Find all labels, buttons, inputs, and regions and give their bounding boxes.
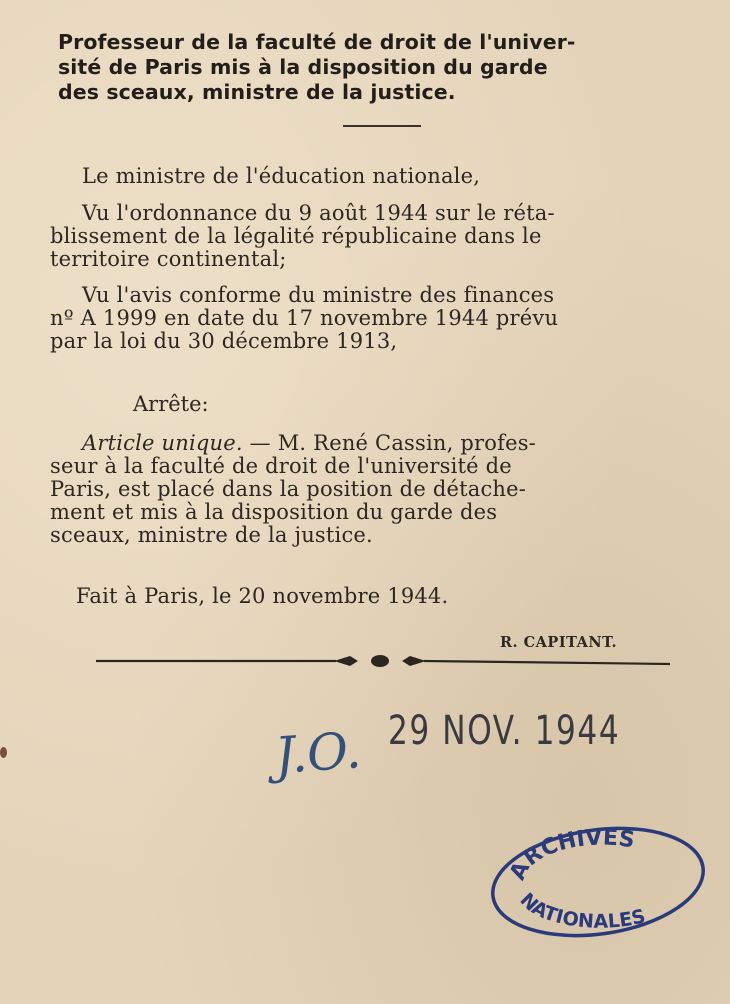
text-line: ment et mis à la disposition du garde des <box>50 500 498 524</box>
text-line: blissement de la légalité républicaine dans le <box>50 224 542 248</box>
preamble-text: Le ministre de l'éducation nationale, <box>82 164 481 188</box>
text-line: seur à la faculté de droit de l'université de <box>50 454 512 478</box>
heading-line: Professeur de la faculté de droit de l'univer- <box>58 30 576 54</box>
article-paragraph <box>50 432 722 547</box>
signature: R. CAPITANT. <box>500 634 618 651</box>
document-heading <box>58 30 726 105</box>
text-line: Vu l'ordonnance du 9 août 1944 sur le réta- <box>82 201 555 225</box>
preamble <box>50 165 722 188</box>
text-line: sceaux, ministre de la justice. <box>50 523 373 547</box>
fait-line <box>50 585 722 608</box>
text-line: Paris, est placé dans la position de détache- <box>50 477 527 501</box>
article-label: Article unique. <box>82 431 243 455</box>
vu-paragraph-1 <box>50 202 722 271</box>
text-line: territoire continental; <box>50 247 287 271</box>
ornament-rule <box>96 652 672 674</box>
paper-stain <box>0 747 7 758</box>
archives-nationales-stamp <box>484 822 714 942</box>
handwritten-annotation: J.O. <box>273 721 363 785</box>
stamp-top-text: ARCHIVES <box>505 825 637 885</box>
article-first-line: — M. René Cassin, profes- <box>242 431 536 455</box>
fait-text: Fait à Paris, le 20 novembre 1944. <box>76 584 449 608</box>
heading-line: des sceaux, ministre de la justice. <box>58 80 456 104</box>
heading-line: sité de Paris mis à la disposition du garde <box>58 55 548 79</box>
vu-paragraph-2 <box>50 284 722 353</box>
stamp-bottom-text: NATIONALES <box>515 888 648 933</box>
text-line: nº A 1999 en date du 17 novembre 1944 prévu <box>50 306 559 330</box>
text-line: Vu l'avis conforme du ministre des finances <box>82 283 555 307</box>
heading-rule <box>343 125 421 127</box>
text-line <box>50 432 722 455</box>
arrete-label: Arrête: <box>133 392 209 416</box>
text-line: par la loi du 30 décembre 1913, <box>50 329 398 353</box>
date-stamp: 29 NOV. 1944 <box>388 708 621 754</box>
